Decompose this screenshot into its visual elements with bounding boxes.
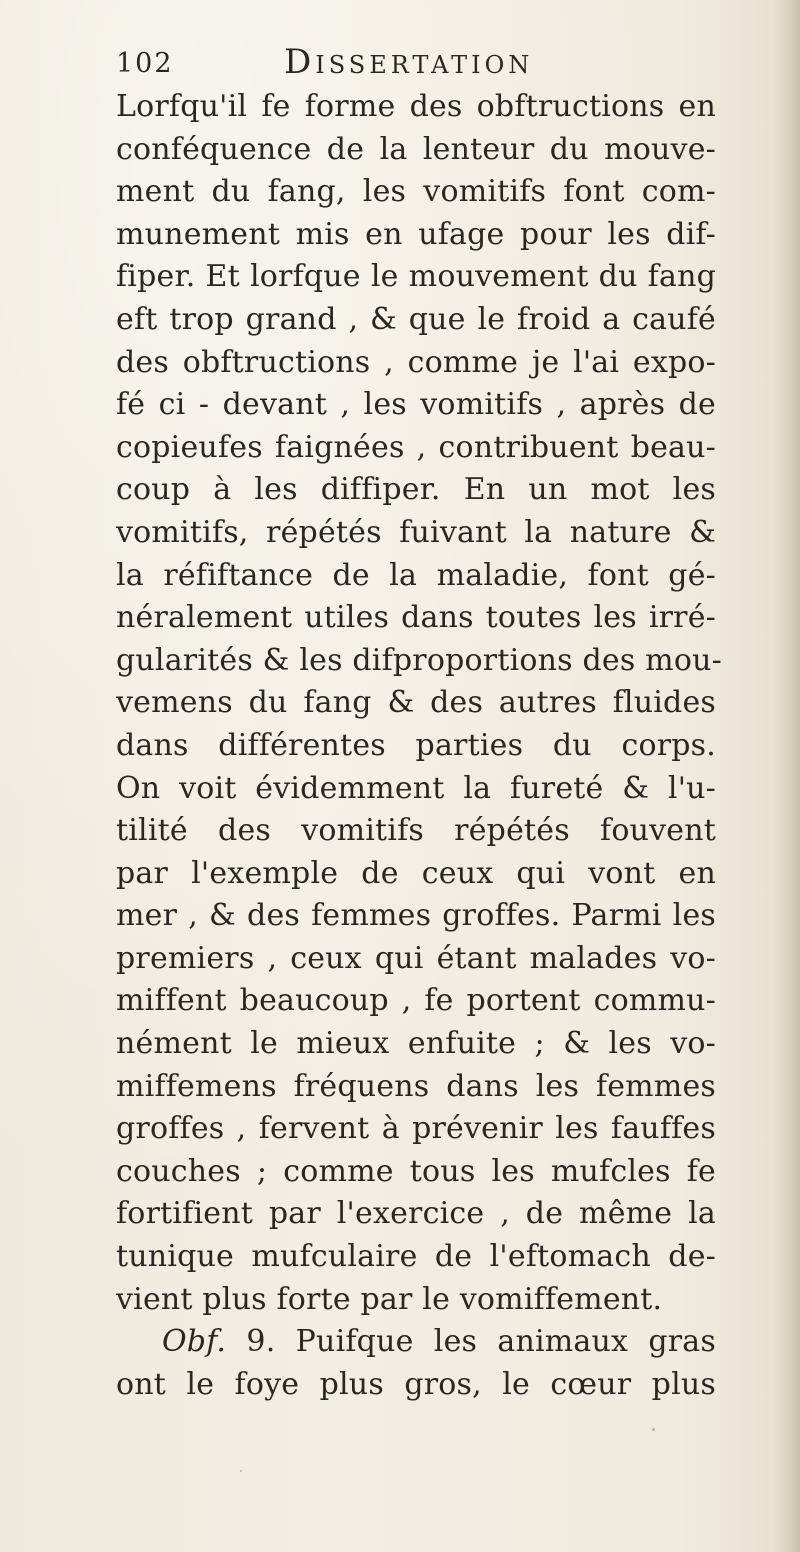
text-line: copieufes faignées , contribuent beau-: [116, 429, 716, 465]
text-line: la réfiftance de la maladie, font gé-: [116, 557, 716, 593]
text-line: fiper. Et lorfque le mouvement du fang: [116, 259, 716, 295]
running-head: Dissertation: [284, 42, 534, 82]
text-line: eft trop grand , & que le froid a caufé: [116, 301, 716, 337]
text-line: nément le mieux enfuite ; & les vo-: [116, 1026, 716, 1062]
text-line: vient plus forte par le vomiffement.: [116, 1281, 663, 1317]
text-line: néralement utiles dans toutes les irré-: [116, 600, 716, 636]
page-edge-shadow: [774, 0, 800, 1552]
body-text: [116, 86, 722, 1406]
page-number: 102: [116, 48, 174, 79]
text-line: ment du fang, les vomitifs font com-: [116, 174, 716, 210]
text-line: tunique mufculaire de l'eftomach de-: [116, 1239, 716, 1275]
text-line: couches ; comme tous les mufcles fe: [116, 1153, 716, 1189]
text-line: miffemens fréquens dans les femmes: [116, 1068, 716, 1104]
text-line: par l'exemple de ceux qui vont en: [116, 855, 716, 891]
text-line: miffent beaucoup , fe portent commu-: [116, 983, 716, 1019]
text-line: fé ci - devant , les vomitifs , après de: [116, 387, 716, 423]
observation-text: 9. Puifque les animaux gras: [226, 1324, 716, 1360]
text-line: munement mis en ufage pour les dif-: [116, 216, 716, 252]
paper-speck: [652, 1428, 655, 1431]
text-line: vomitifs, répétés fuivant la nature &: [116, 514, 716, 550]
text-line: coup à les diffiper. En un mot les: [116, 472, 716, 508]
paper-speck: [240, 1470, 242, 1472]
text-line: conféquence de la lenteur du mouve-: [116, 131, 716, 167]
text-line: groffes , fervent à prévenir les fauffes: [116, 1111, 716, 1147]
text-line: ont le foye plus gros, le cœur plus: [116, 1366, 716, 1402]
text-line: gularités & les difproportions des mou-: [116, 642, 722, 678]
text-line: On voit évidemment la fureté & l'u-: [116, 770, 716, 806]
text-line: fortifient par l'exercice , de même la: [116, 1196, 716, 1232]
observation-line: [116, 1321, 716, 1364]
paper-speck: [590, 1205, 592, 1207]
page-header: [116, 42, 716, 92]
text-line: premiers , ceux qui étant malades vo-: [116, 940, 716, 976]
text-line: Lorfqu'il fe forme des obftructions en: [116, 89, 716, 124]
text-line: mer , & des femmes groffes. Parmi les: [116, 898, 716, 934]
observation-label: Obf.: [162, 1324, 227, 1360]
text-line: des obftructions , comme je l'ai expo-: [116, 344, 716, 380]
text-line: tilité des vomitifs répétés fouvent: [116, 813, 716, 849]
text-line: dans différentes parties du corps.: [116, 727, 716, 763]
text-line: vemens du fang & des autres fluides: [116, 685, 716, 721]
